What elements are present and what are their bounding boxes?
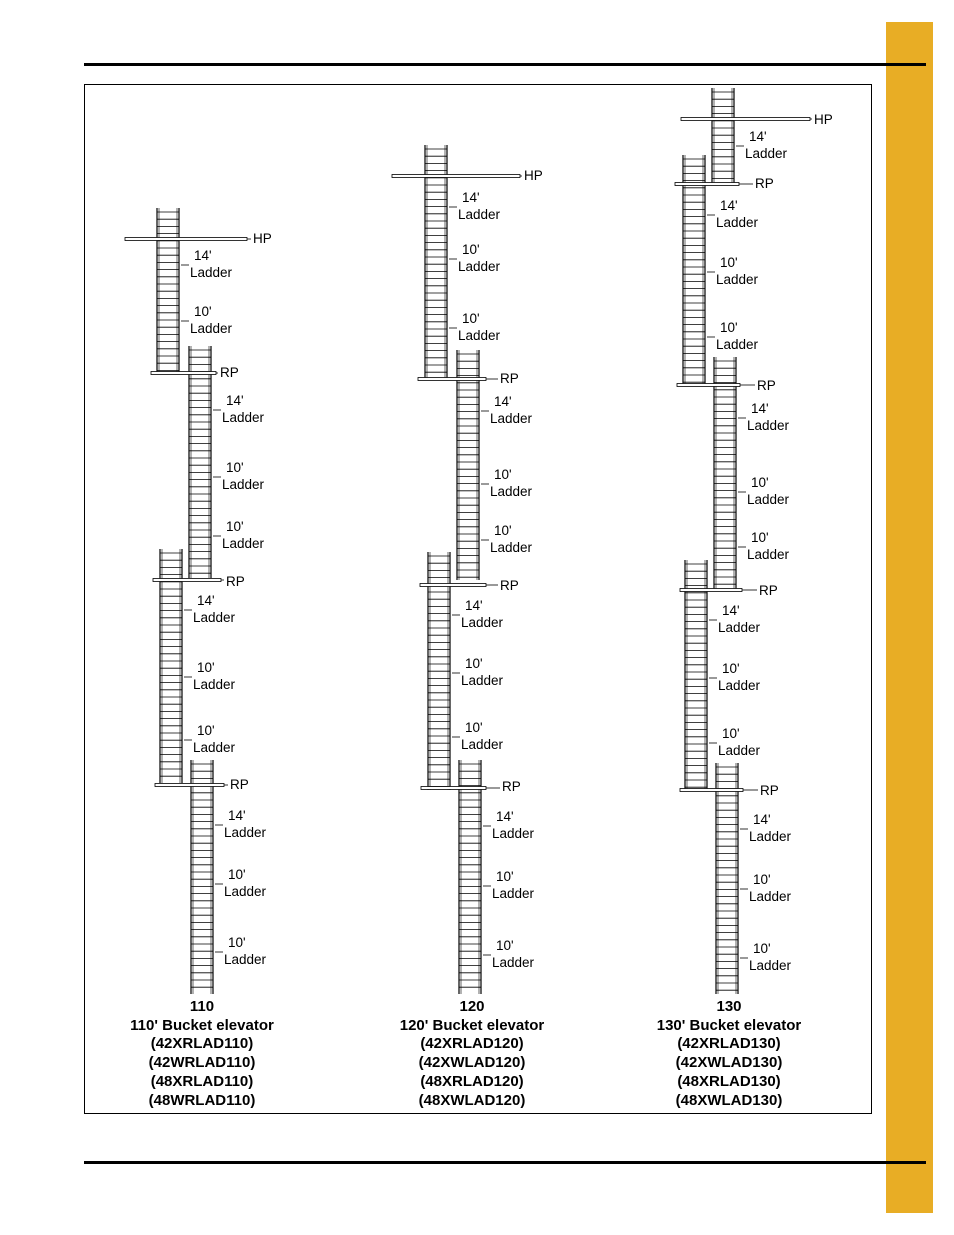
rp-platform — [675, 183, 739, 186]
ladder-name: Ladder — [193, 677, 236, 692]
ladder-size: 14' — [194, 248, 212, 263]
ladder-name: Ladder — [458, 259, 501, 274]
ladder-name: Ladder — [718, 678, 761, 693]
part-number: (42XWLAD130) — [675, 1054, 783, 1072]
hp-label: HP — [253, 231, 272, 246]
ladder-name: Ladder — [490, 484, 533, 499]
ladder-size: 10' — [722, 726, 740, 741]
ladder-name: Ladder — [718, 743, 761, 758]
elevator-title: 110' Bucket elevator — [130, 1016, 274, 1034]
ladder-size: 10' — [494, 467, 512, 482]
part-number: (42XRLAD130) — [677, 1035, 781, 1053]
ladder-name: Ladder — [749, 958, 792, 973]
ladder-name: Ladder — [716, 272, 759, 287]
ladder-name: Ladder — [716, 215, 759, 230]
caption-110 — [92, 998, 312, 1110]
ladder-size: 10' — [462, 311, 480, 326]
rp-label: RP — [220, 365, 239, 380]
ladder-size: 10' — [751, 475, 769, 490]
hp-label: HP — [814, 112, 833, 127]
ladder-size: 10' — [228, 867, 246, 882]
ladder-size: 14' — [228, 808, 246, 823]
ladder-name: Ladder — [492, 955, 535, 970]
ladder-name: Ladder — [745, 146, 788, 161]
part-number: (48XRLAD130) — [677, 1072, 781, 1090]
rp-label: RP — [500, 578, 519, 593]
ladder-name: Ladder — [716, 337, 759, 352]
ladder-name: Ladder — [190, 265, 233, 280]
rp-platform — [418, 378, 486, 381]
hp-platform — [392, 175, 520, 178]
ladder-name: Ladder — [190, 321, 233, 336]
elevator-number: 110 — [189, 998, 215, 1015]
rp-label: RP — [502, 779, 521, 794]
ladder-name: Ladder — [461, 673, 504, 688]
ladder-size: 10' — [194, 304, 212, 319]
ladder-name: Ladder — [492, 886, 535, 901]
ladder-name: Ladder — [747, 418, 790, 433]
rp-platform — [677, 384, 740, 387]
ladder-size: 10' — [753, 941, 771, 956]
ladder-name: Ladder — [461, 737, 504, 752]
ladder-size: 14' — [496, 809, 514, 824]
caption-130 — [619, 998, 839, 1110]
ladder-name: Ladder — [193, 610, 236, 625]
ladder-size: 10' — [722, 661, 740, 676]
ladder-name: Ladder — [224, 952, 267, 967]
rp-label: RP — [755, 176, 774, 191]
ladder-size: 14' — [465, 598, 483, 613]
hp-platform — [125, 238, 247, 241]
ladder-size: 14' — [749, 129, 767, 144]
ladder-name: Ladder — [224, 825, 267, 840]
rp-platform — [420, 584, 486, 587]
ladder-size: 14' — [494, 394, 512, 409]
ladder-name: Ladder — [224, 884, 267, 899]
ladder-name: Ladder — [749, 829, 792, 844]
ladder-size: 14' — [462, 190, 480, 205]
part-number: (48XWLAD120) — [418, 1091, 526, 1109]
ladder-size: 10' — [494, 523, 512, 538]
ladder-name: Ladder — [490, 540, 533, 555]
rp-platform — [153, 579, 221, 582]
part-number: (42XRLAD120) — [420, 1035, 524, 1053]
ladder-size: 14' — [751, 401, 769, 416]
ladder-name: Ladder — [749, 889, 792, 904]
caption-120 — [362, 998, 582, 1110]
ladder-size: 14' — [197, 593, 215, 608]
ladder-size: 10' — [226, 519, 244, 534]
rp-platform — [421, 787, 486, 790]
elevator-number: 120 — [459, 998, 485, 1015]
ladder-size: 14' — [722, 603, 740, 618]
ladder-size: 10' — [228, 935, 246, 950]
ladder-size: 10' — [753, 872, 771, 887]
part-number: (42WRLAD110) — [148, 1054, 256, 1072]
ladder-name: Ladder — [458, 207, 501, 222]
part-number: (42XRLAD110) — [150, 1035, 254, 1053]
ladder-size: 14' — [720, 198, 738, 213]
part-number: (48XRLAD110) — [150, 1072, 254, 1090]
rp-label: RP — [226, 574, 245, 589]
ladder-size: 10' — [465, 720, 483, 735]
ladder-size: 14' — [753, 812, 771, 827]
ladder-name: Ladder — [461, 615, 504, 630]
ladder-name: Ladder — [747, 547, 790, 562]
ladder-name: Ladder — [458, 328, 501, 343]
elevator-title: 120' Bucket elevator — [399, 1016, 545, 1034]
ladder-size: 10' — [720, 320, 738, 335]
ladder-size: 10' — [496, 938, 514, 953]
hp-label: HP — [524, 168, 543, 183]
ladder-name: Ladder — [718, 620, 761, 635]
ladder-size: 10' — [462, 242, 480, 257]
ladder-size: 14' — [226, 393, 244, 408]
ladder-name: Ladder — [747, 492, 790, 507]
hp-platform — [681, 118, 810, 121]
ladder-size: 10' — [197, 660, 215, 675]
rp-label: RP — [500, 371, 519, 386]
ladder-size: 10' — [751, 530, 769, 545]
ladder-size: 10' — [226, 460, 244, 475]
elevator-title: 130' Bucket elevator — [656, 1016, 802, 1034]
ladder-size: 10' — [197, 723, 215, 738]
part-number: (48WRLAD110) — [148, 1091, 256, 1109]
ladder-name: Ladder — [222, 410, 265, 425]
rp-label: RP — [760, 783, 779, 798]
rp-label: RP — [230, 777, 249, 792]
part-number: (48XRLAD120) — [420, 1072, 524, 1090]
ladder-name: Ladder — [222, 536, 265, 551]
ladder-size: 10' — [720, 255, 738, 270]
rp-platform — [151, 372, 216, 375]
rp-label: RP — [757, 378, 776, 393]
ladder-name: Ladder — [193, 740, 236, 755]
rp-platform — [680, 789, 743, 792]
rp-label: RP — [759, 583, 778, 598]
ladder-size: 10' — [496, 869, 514, 884]
ladder-name: Ladder — [492, 826, 535, 841]
part-number: (42XWLAD120) — [418, 1054, 526, 1072]
ladder-name: Ladder — [222, 477, 265, 492]
elevator-number: 130 — [716, 998, 742, 1015]
ladder-size: 10' — [465, 656, 483, 671]
part-number: (48XWLAD130) — [675, 1091, 783, 1109]
ladder-name: Ladder — [490, 411, 533, 426]
rp-platform — [680, 589, 742, 592]
rp-platform — [155, 784, 224, 787]
